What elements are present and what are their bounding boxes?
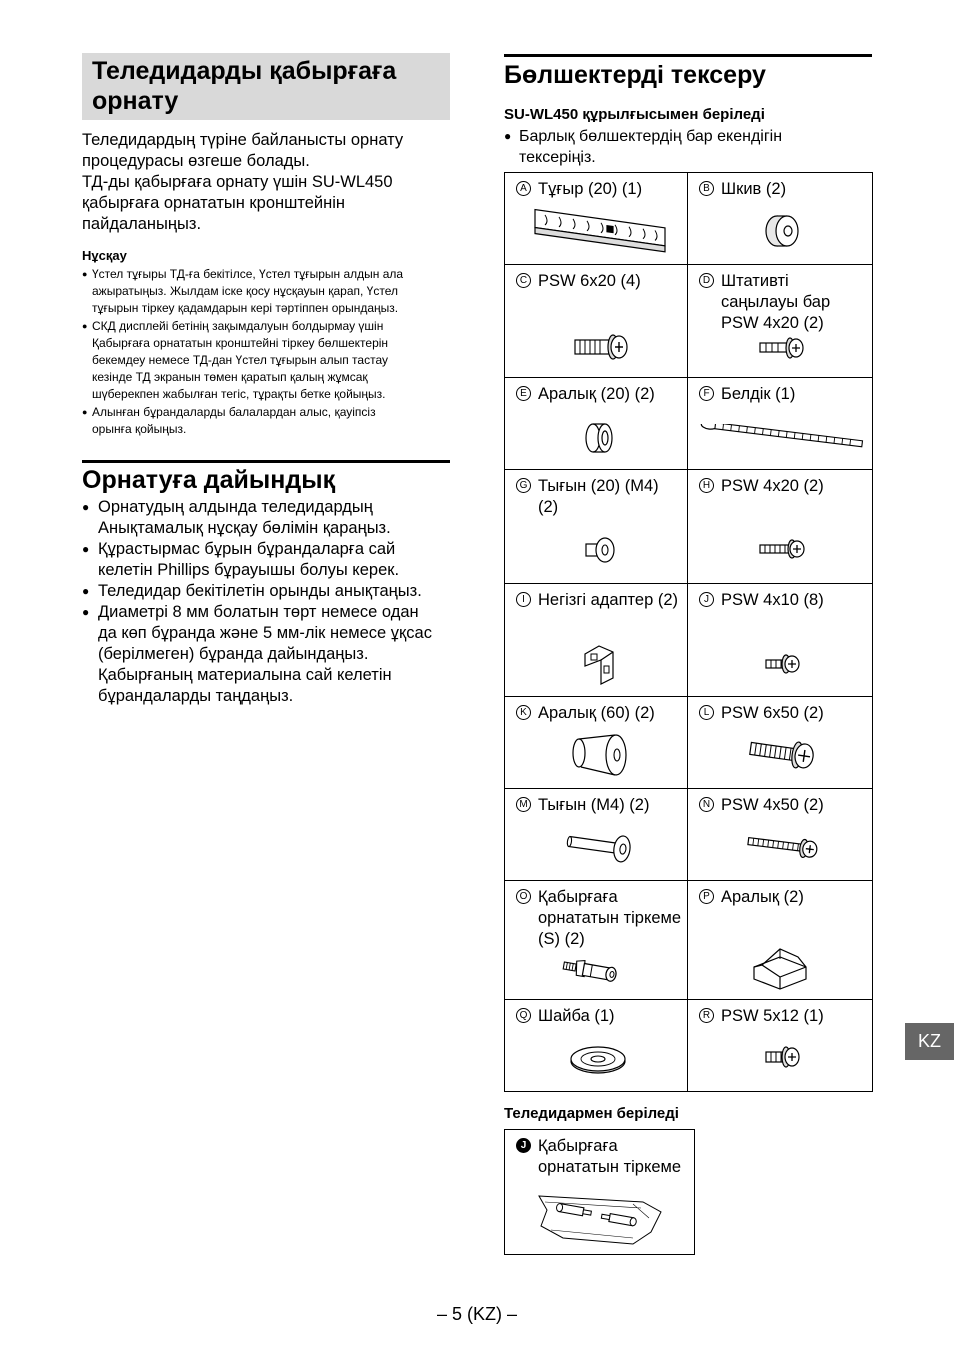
letter-badge: I (516, 592, 531, 607)
letter-badge: C (516, 273, 531, 288)
block-spacer-icon (750, 945, 810, 991)
supplied-heading: SU-WL450 құрылғысымен беріледі (504, 106, 765, 123)
part-cell-a (505, 173, 688, 265)
part-label: Аралық (20) (2) (538, 385, 655, 403)
note-list (82, 266, 452, 438)
supplied-note (504, 126, 872, 168)
screw-icon (758, 536, 808, 562)
part-cell-g (505, 470, 688, 584)
page-number: – 5 (KZ) – (436, 1304, 518, 1324)
part-label: PSW 6x50 (2) (721, 704, 824, 722)
letter-badge: D (699, 273, 714, 288)
screw-icon (764, 652, 804, 676)
part-label: PSW 4x50 (2) (721, 796, 824, 814)
plug-icon (583, 536, 619, 566)
screw-icon (758, 335, 808, 361)
part-label: PSW 4x20 (2) (721, 477, 824, 495)
letter-badge: E (516, 386, 531, 401)
screw-icon (573, 333, 629, 363)
letter-badge: L (699, 705, 714, 720)
screw-icon (746, 831, 822, 861)
part-label: Қабырғаға орнататын тіркеме (538, 1137, 682, 1176)
part-cell-q (505, 1000, 688, 1092)
washer-icon (569, 1042, 627, 1076)
part-label: Аралық (60) (2) (538, 704, 655, 722)
intro-line: Теледидардың түріне байланысты орнату (82, 131, 404, 149)
plug-icon (565, 829, 637, 865)
part-label: Шкив (2) (721, 180, 787, 198)
part-cell-i (505, 584, 688, 697)
intro-line: қабырғаға орнататын кронштейнін (82, 194, 346, 212)
part-label: Белдік (1) (721, 385, 796, 403)
parts-table (504, 172, 873, 1092)
supplied-note-item: ● Барлық бөлшектердің бар екендігін тексеріңіз. (504, 126, 872, 168)
letter-badge: K (516, 705, 531, 720)
note-item: ● Алынған бұрандаларды балалардан алыс, қауіпсіз орынға қойыңыз. (82, 404, 452, 438)
screw-icon (764, 1044, 804, 1070)
attachment-icon (561, 957, 635, 989)
prep-item: ● Құрастырмас бұрын бұрандаларға сай келетін Phillips бұрауышы болуы керек. (82, 539, 454, 581)
letter-badge: J (699, 592, 714, 607)
letter-badge: J (516, 1138, 531, 1153)
bracket-icon (531, 203, 671, 261)
section-divider (82, 460, 450, 463)
intro-paragraph (82, 130, 450, 235)
part-cell-n (688, 789, 873, 881)
letter-badge: A (516, 181, 531, 196)
part-label: Шайба (1) (538, 1007, 615, 1025)
letter-badge: H (699, 478, 714, 493)
part-label: PSW 4x10 (8) (721, 591, 824, 609)
prep-item: ● Теледидар бекітілетін орынды анықтаңыз. (82, 581, 454, 602)
spacer-icon (583, 420, 619, 456)
prep-list (82, 497, 454, 707)
letter-badge: O (516, 889, 531, 904)
letter-badge: Q (516, 1008, 531, 1023)
letter-badge: N (699, 797, 714, 812)
part-label: Штативті саңылауы бар PSW 4x20 (2) (721, 272, 831, 332)
part-cell-f (688, 378, 873, 470)
part-cell-e (505, 378, 688, 470)
letter-badge: F (699, 386, 714, 401)
letter-badge: G (516, 478, 531, 493)
intro-line: пайдаланыңыз. (82, 215, 202, 233)
attachment-icon (533, 1182, 667, 1250)
section-title-wall-mount: Теледидарды қабырғаға орнату (82, 53, 450, 120)
part-cell-r (688, 1000, 873, 1092)
part-label: Тығын (20) (M4) (2) (538, 477, 659, 516)
screw-icon (748, 737, 818, 773)
note-item: ● СКД дисплейі бетінің зақымдалуын болдырмау үшін Қабырғаға орнататын кронштейні тіркеу бөлшектерін бекемдеу немесе ТД-дан Үстел тұғырын алып тастау кезінде ТД экранын төмен қаратып қалың жұмсақ шүберекпен жабылған тегіс, тұрақты бетке қойыңыз. (82, 318, 452, 404)
part-cell-k (505, 697, 688, 789)
section-title-parts-check: Бөлшектерді тексеру (504, 61, 766, 89)
letter-badge: B (699, 181, 714, 196)
section-divider (504, 54, 872, 57)
part-label: PSW 6x20 (4) (538, 272, 641, 290)
part-cell-m (505, 789, 688, 881)
adapter-icon (579, 640, 619, 686)
part-cell-h (688, 470, 873, 584)
pulley-icon (763, 213, 803, 249)
intro-line: процедурасы өзгеше болады. (82, 152, 310, 170)
language-tab: KZ (905, 1023, 954, 1060)
part-cell-c (505, 265, 688, 378)
part-label: Негізгі адаптер (2) (538, 591, 679, 609)
section-title-preparation: Орнатуға дайындық (82, 466, 336, 494)
note-heading: Нұсқау (82, 248, 127, 263)
part-label: Аралық (2) (721, 888, 804, 906)
spacer-icon (569, 733, 631, 777)
part-label: Тұғыр (20) (1) (538, 180, 643, 198)
intro-line: ТД-ды қабырғаға орнату үшін SU-WL450 (82, 173, 393, 191)
prep-item: ● Орнатудың алдында теледидардың Анықтамалық нұсқау бөлімін қараңыз. (82, 497, 454, 539)
part-cell-o (505, 881, 688, 1000)
part-label: PSW 5x12 (1) (721, 1007, 824, 1025)
letter-badge: P (699, 889, 714, 904)
prep-item: ● Диаметрі 8 мм болатын төрт немесе одан да көп бұранда және 5 мм-лік немесе ұқсас (берілмеген) бұранда дайындаңыз. Қабырғаның материалына сай келетін бұрандаларды таңдаңыз. (82, 602, 454, 707)
part-label: Қабырғаға орнататын тіркеме (S) (2) (538, 888, 682, 948)
part-cell-d (688, 265, 873, 378)
letter-badge: R (699, 1008, 714, 1023)
note-item: ● Үстел тұғыры ТД-ға бекітілсе, Үстел тұғырын алдын ала ажыратыңыз. Жылдам іске қосу нұсқауын қарап, Үстел тұғырын тіркеу қадамдарын кері тәртіппен орындаңыз. (82, 266, 452, 318)
tv-supplied-heading: Теледидармен беріледі (504, 1105, 679, 1122)
part-cell-l (688, 697, 873, 789)
part-cell-j (688, 584, 873, 697)
part-label: Тығын (M4) (2) (538, 796, 650, 814)
part-cell-b (688, 173, 873, 265)
tv-part-cell (504, 1129, 695, 1255)
letter-badge: M (516, 797, 531, 812)
part-cell-p (688, 881, 873, 1000)
belt-icon (698, 424, 866, 456)
